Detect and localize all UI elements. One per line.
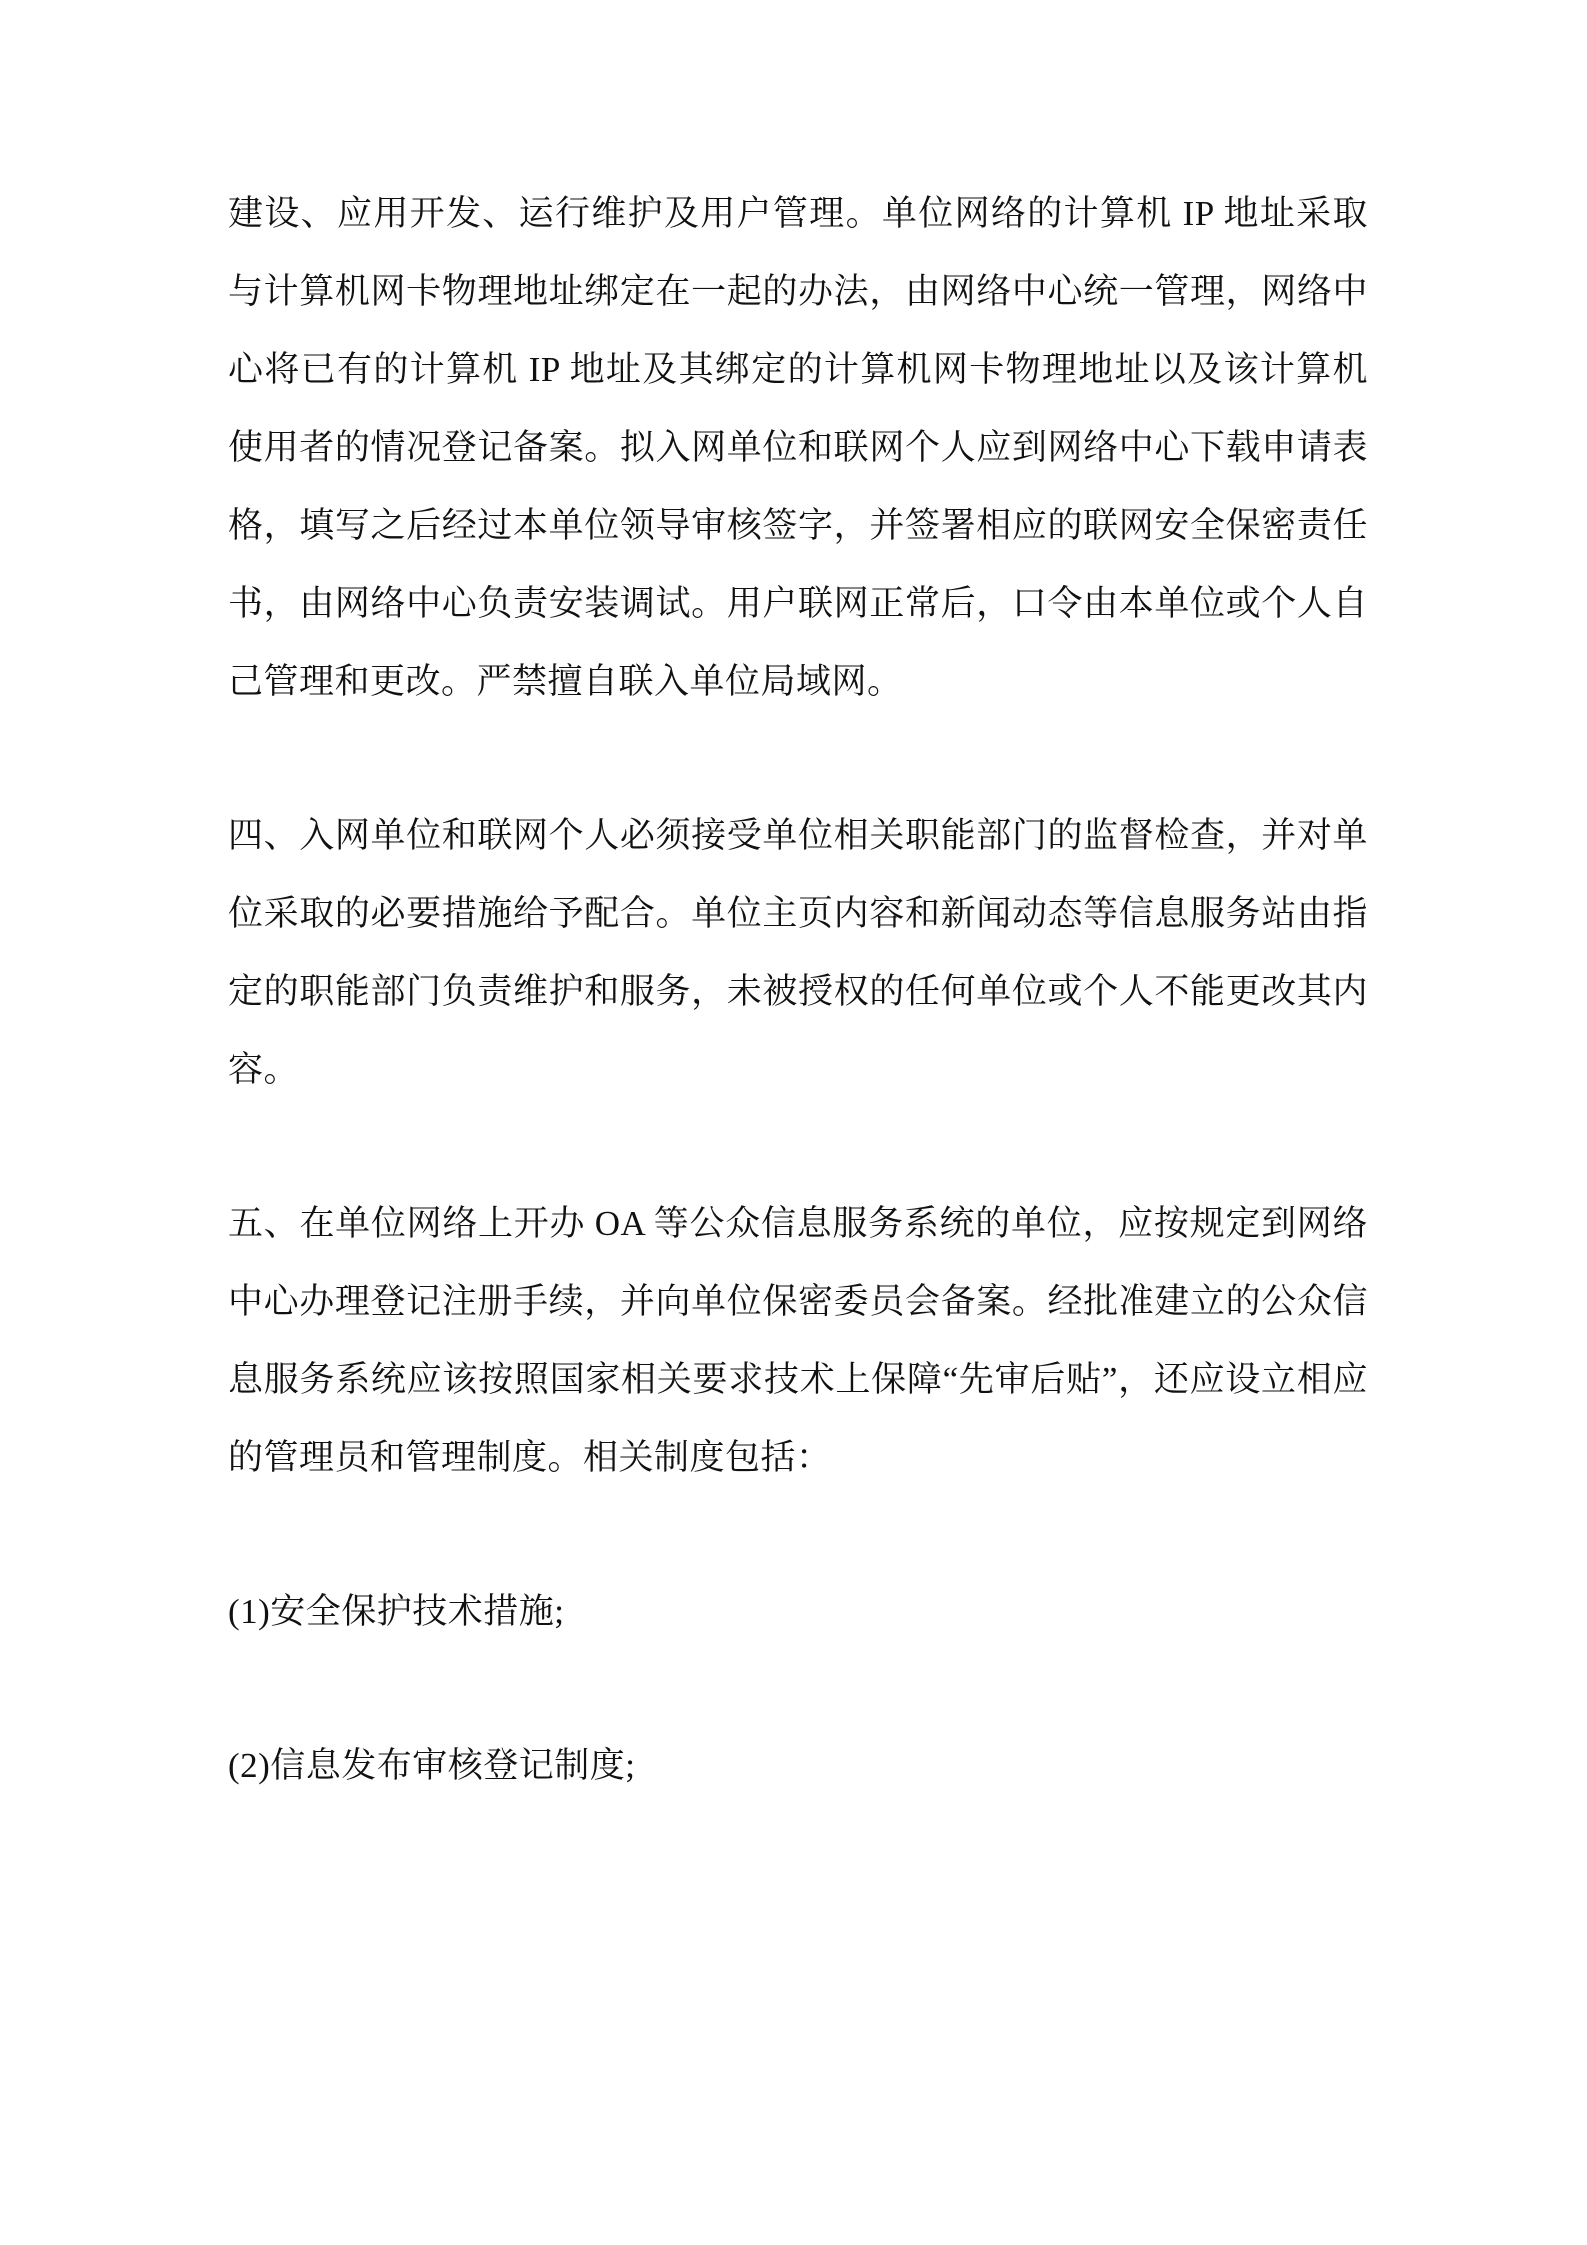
list-item-2: (2)信息发布审核登记制度; xyxy=(228,1746,636,1785)
paragraph-article-four: 四、入网单位和联网个人必须接受单位相关职能部门的监督检查，并对单位采取的必要措施给予配合。单位主页内容和新闻动态等信息服务站由指定的职能部门负责维护和服务，未被授权的任何单位或个人不能更改其内容。 xyxy=(228,816,1368,1089)
paragraph-article-five: 五、在单位网络上开办 OA 等公众信息服务系统的单位，应按规定到网络中心办理登记注册手续，并向单位保密委员会备案。经批准建立的公众信息服务系统应该按照国家相关要求技术上保障“先审后贴”，还应设立相应的管理员和管理制度。相关制度包括： xyxy=(228,1204,1368,1477)
document-body xyxy=(228,175,1368,1805)
paragraph-network-management: 建设、应用开发、运行维护及用户管理。单位网络的计算机 IP 地址采取与计算机网卡物理地址绑定在一起的办法，由网络中心统一管理，网络中心将已有的计算机 IP 地址及其绑定的计算机网卡物理地址以及该计算机使用者的情况登记备案。拟入网单位和联网个人应到网络中心下载申请表格，填写之后经过本单位领导审核签字，并签署相应的联网安全保密责任书，由网络中心负责安装调试。用户联网正常后，口令由本单位或个人自己管理和更改。严禁擅自联入单位局域网。 xyxy=(228,194,1368,701)
list-item-1: (1)安全保护技术措施; xyxy=(228,1592,565,1631)
